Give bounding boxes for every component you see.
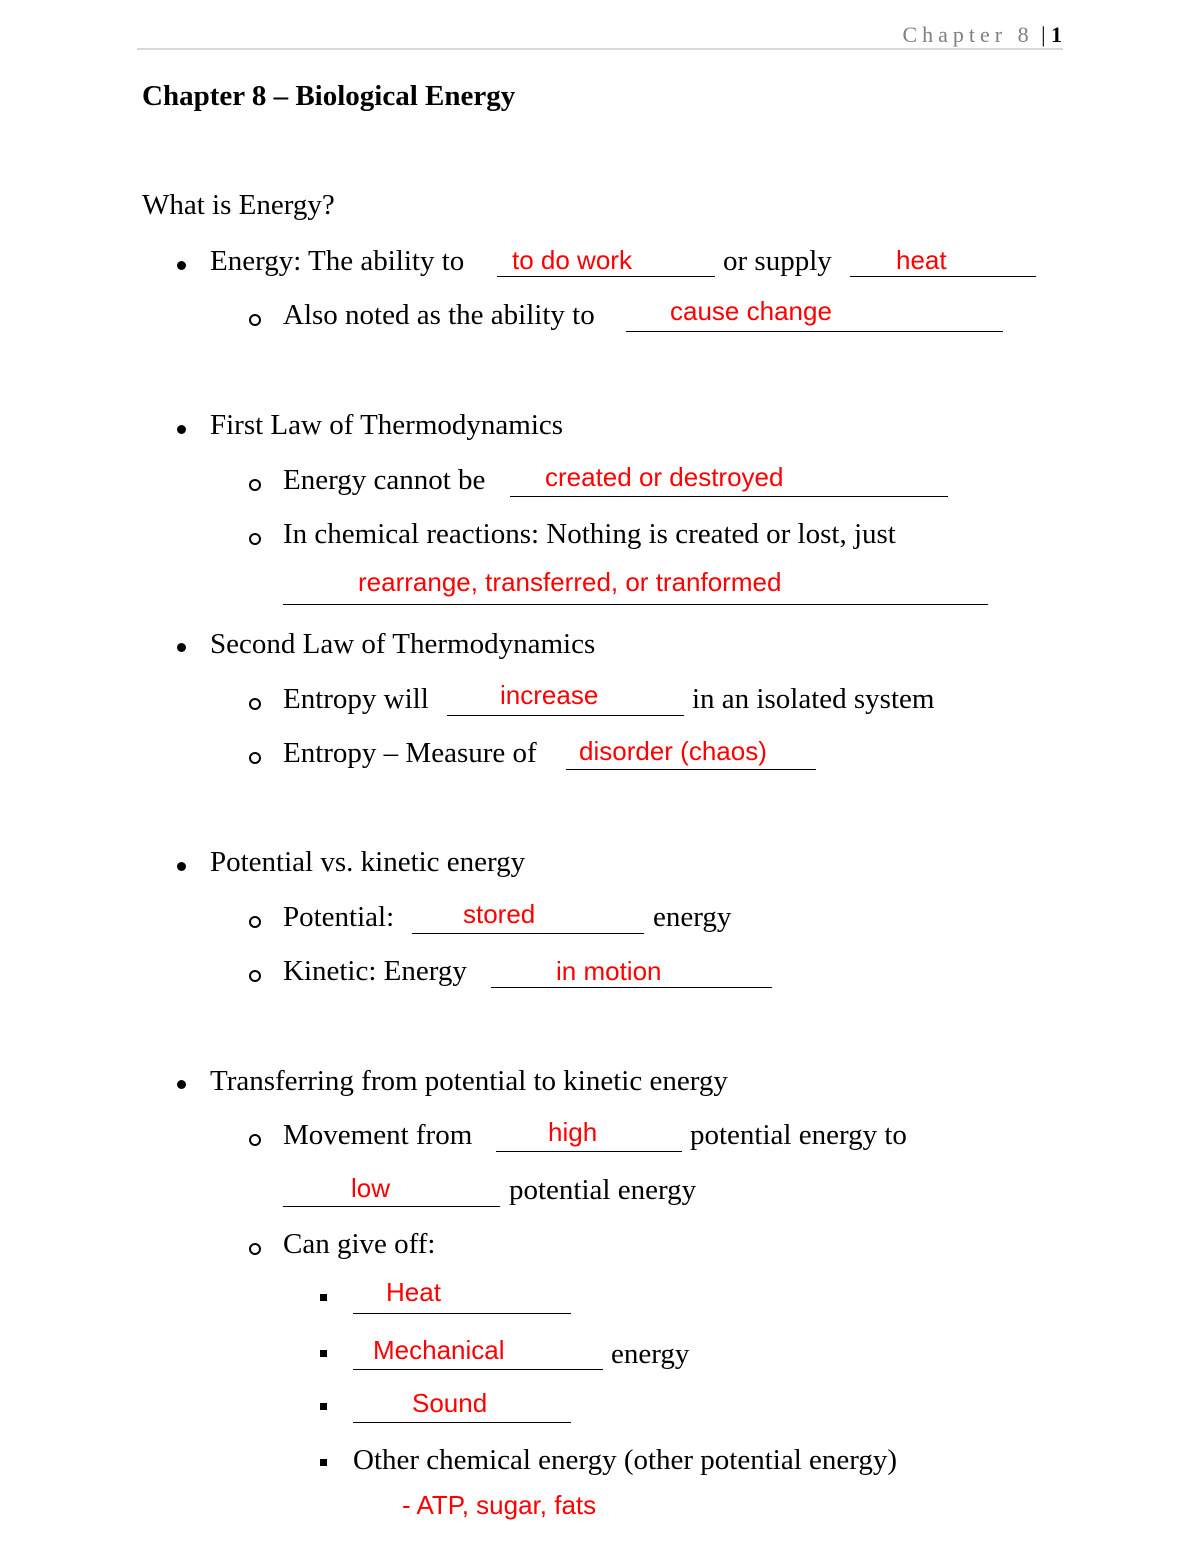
answer-heat-2: Heat — [386, 1277, 441, 1307]
give-off-label: Can give off: — [283, 1228, 436, 1260]
answer-created-or-destroyed: created or destroyed — [545, 462, 784, 492]
potential-kinetic-heading: Potential vs. kinetic energy — [210, 846, 526, 878]
bullet-square — [320, 1459, 327, 1466]
mechanical-suffix: energy — [611, 1338, 690, 1370]
second-law-heading: Second Law of Thermodynamics — [210, 628, 596, 660]
kinetic-prefix: Kinetic: Energy — [283, 955, 467, 987]
bullet-circle — [249, 916, 261, 928]
blank-line — [566, 769, 816, 770]
blank-line — [412, 933, 644, 934]
movement-prefix: Movement from — [283, 1119, 473, 1151]
first-law-heading: First Law of Thermodynamics — [210, 409, 564, 441]
answer-to-do-work: to do work — [512, 245, 632, 275]
answer-stored: stored — [463, 899, 536, 929]
movement-suffix: potential energy — [509, 1174, 697, 1206]
blank-line — [353, 1422, 571, 1423]
also-noted-prefix: Also noted as the ability to — [283, 299, 595, 331]
blank-line — [850, 276, 1036, 277]
blank-line — [283, 1206, 500, 1207]
bullet-circle — [249, 970, 261, 982]
bullet-dot — [177, 643, 186, 652]
bullet-square — [320, 1294, 327, 1301]
page-number: 1 — [1051, 22, 1062, 47]
bullet-circle — [249, 533, 261, 545]
answer-high: high — [548, 1117, 598, 1147]
second-law-item1-prefix: Entropy will — [283, 683, 429, 715]
section-heading: What is Energy? — [142, 189, 335, 221]
bullet-circle — [249, 752, 261, 764]
answer-increase: increase — [500, 680, 599, 710]
blank-line — [447, 715, 684, 716]
page-header — [850, 22, 1062, 48]
bullet-circle — [249, 698, 261, 710]
transfer-heading: Transferring from potential to kinetic energy — [210, 1065, 728, 1097]
bullet-circle — [249, 314, 261, 326]
bullet-circle — [249, 479, 261, 491]
answer-disorder: disorder (chaos) — [579, 736, 767, 766]
answer-rearrange: rearrange, transferred, or tranformed — [358, 567, 782, 597]
energy-middle: or supply — [723, 245, 832, 277]
second-law-item1-suffix: in an isolated system — [692, 683, 935, 715]
answer-sound: Sound — [412, 1388, 488, 1418]
energy-prefix: Energy: The ability to — [210, 245, 465, 277]
answer-mechanical: Mechanical — [373, 1335, 505, 1365]
answer-heat: heat — [896, 245, 947, 275]
second-law-item2-prefix: Entropy – Measure of — [283, 737, 537, 769]
blank-line — [510, 496, 948, 497]
other-chemical-text: Other chemical energy (other potential energy) — [353, 1444, 898, 1476]
bullet-dot — [177, 862, 186, 871]
movement-middle: potential energy to — [690, 1119, 907, 1151]
header-rule — [137, 48, 1063, 50]
blank-line — [283, 604, 988, 605]
answer-in-motion: in motion — [556, 956, 662, 986]
header-chapter: Chapter 8 — [902, 22, 1034, 47]
answer-low: low — [351, 1173, 391, 1203]
page-title: Chapter 8 – Biological Energy — [142, 80, 516, 112]
answer-atp-sugar-fats: - ATP, sugar, fats — [402, 1490, 597, 1520]
bullet-square — [320, 1350, 327, 1357]
blank-line — [491, 987, 772, 988]
bullet-dot — [177, 261, 186, 270]
potential-suffix: energy — [653, 901, 732, 933]
blank-line — [353, 1369, 603, 1370]
first-law-item2-text: In chemical reactions: Nothing is created or lost, just — [283, 518, 896, 550]
header-separator: | — [1041, 22, 1046, 47]
blank-line — [626, 331, 1003, 332]
bullet-square — [320, 1403, 327, 1410]
bullet-dot — [177, 425, 186, 434]
bullet-circle — [249, 1134, 261, 1146]
bullet-circle — [249, 1243, 261, 1255]
answer-cause-change: cause change — [670, 296, 832, 326]
bullet-dot — [177, 1080, 186, 1089]
first-law-item1-prefix: Energy cannot be — [283, 464, 486, 496]
potential-prefix: Potential: — [283, 901, 395, 933]
blank-line — [353, 1313, 571, 1314]
blank-line — [496, 1151, 682, 1152]
blank-line — [497, 276, 715, 277]
